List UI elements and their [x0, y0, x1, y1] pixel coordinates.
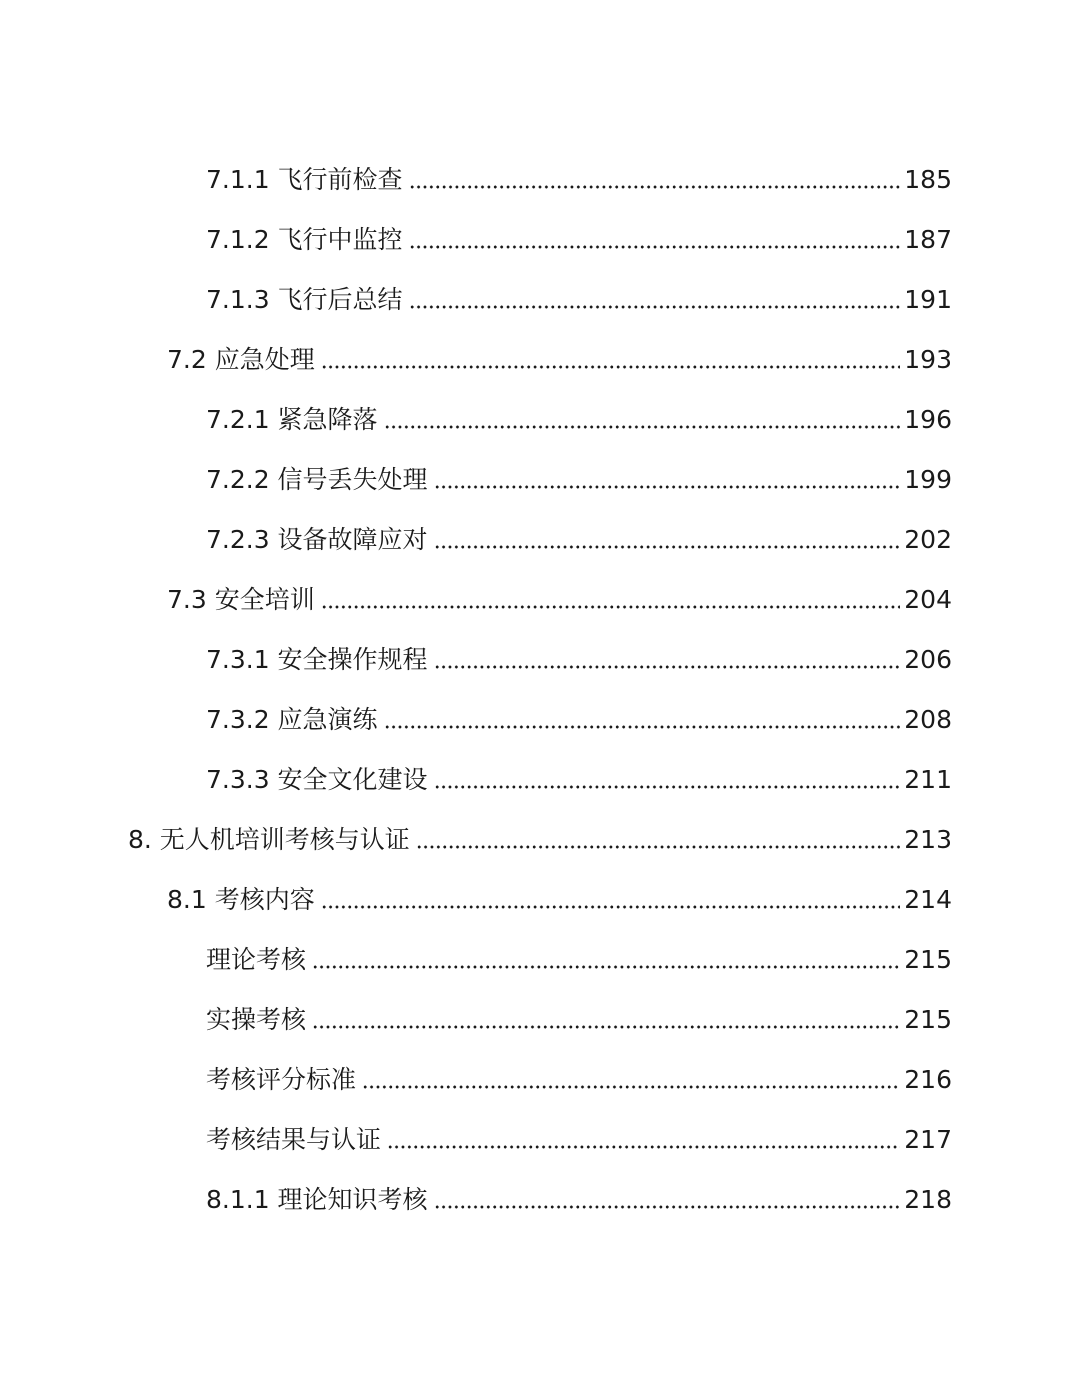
toc-entry[interactable] — [0, 150, 1080, 210]
dot-leader — [409, 245, 901, 249]
toc-entry-page: 193 — [904, 345, 952, 374]
toc-entry-title: 考核评分标准 — [206, 1065, 357, 1094]
dot-leader — [434, 665, 901, 669]
dot-leader — [387, 1145, 900, 1149]
toc-entry-title: 8.1.1 理论知识考核 — [206, 1185, 428, 1214]
toc-entry-title: 7.1.1 飞行前检查 — [206, 165, 403, 194]
toc-entry[interactable] — [0, 990, 1080, 1050]
dot-leader — [362, 1085, 900, 1089]
toc-entry[interactable] — [0, 870, 1080, 930]
toc-entry[interactable] — [0, 1110, 1080, 1170]
toc-entry-page: 211 — [904, 765, 952, 794]
dot-leader — [434, 1205, 901, 1209]
toc-entry-page: 214 — [904, 885, 952, 914]
toc-entry[interactable] — [0, 750, 1080, 810]
dot-leader — [384, 425, 901, 429]
table-of-contents — [0, 150, 1080, 1230]
toc-entry-title: 7.2 应急处理 — [167, 345, 315, 374]
toc-entry-page: 216 — [904, 1065, 952, 1094]
dot-leader — [321, 365, 901, 369]
toc-entry-page: 213 — [904, 825, 952, 854]
toc-entry[interactable] — [0, 810, 1080, 870]
dot-leader — [434, 545, 901, 549]
toc-entry[interactable] — [0, 690, 1080, 750]
toc-entry-title: 7.2.1 紧急降落 — [206, 405, 378, 434]
toc-entry-page: 217 — [904, 1125, 952, 1154]
toc-entry-title: 8.1 考核内容 — [167, 885, 315, 914]
dot-leader — [409, 185, 901, 189]
toc-entry-title: 7.1.3 飞行后总结 — [206, 285, 403, 314]
toc-entry-page: 199 — [904, 465, 952, 494]
dot-leader — [416, 845, 900, 849]
toc-entry-title: 7.3.2 应急演练 — [206, 705, 378, 734]
dot-leader — [434, 485, 901, 489]
toc-entry[interactable] — [0, 1050, 1080, 1110]
toc-entry-page: 185 — [904, 165, 952, 194]
dot-leader — [321, 605, 901, 609]
dot-leader — [434, 785, 901, 789]
toc-entry-title: 考核结果与认证 — [206, 1125, 382, 1154]
toc-entry-page: 196 — [904, 405, 952, 434]
toc-entry-title: 7.2.2 信号丢失处理 — [206, 465, 428, 494]
toc-entry-page: 208 — [904, 705, 952, 734]
toc-entry-page: 204 — [904, 585, 952, 614]
toc-entry-title: 8. 无人机培训考核与认证 — [128, 825, 410, 854]
toc-entry-page: 215 — [904, 945, 952, 974]
toc-entry-page: 191 — [904, 285, 952, 314]
toc-entry-title: 7.1.2 飞行中监控 — [206, 225, 403, 254]
toc-entry-page: 202 — [904, 525, 952, 554]
toc-entry-title: 实操考核 — [206, 1005, 307, 1034]
toc-entry-page: 206 — [904, 645, 952, 674]
toc-entry[interactable] — [0, 630, 1080, 690]
toc-entry[interactable] — [0, 1170, 1080, 1230]
toc-entry-title: 7.3.1 安全操作规程 — [206, 645, 428, 674]
toc-entry[interactable] — [0, 930, 1080, 990]
toc-entry[interactable] — [0, 450, 1080, 510]
dot-leader — [409, 305, 901, 309]
toc-entry[interactable] — [0, 330, 1080, 390]
dot-leader — [384, 725, 901, 729]
toc-entry[interactable] — [0, 270, 1080, 330]
toc-entry[interactable] — [0, 510, 1080, 570]
toc-entry[interactable] — [0, 390, 1080, 450]
toc-entry-title: 7.3.3 安全文化建设 — [206, 765, 428, 794]
toc-entry-title: 7.2.3 设备故障应对 — [206, 525, 428, 554]
dot-leader — [312, 1025, 900, 1029]
toc-entry-page: 215 — [904, 1005, 952, 1034]
dot-leader — [312, 965, 900, 969]
toc-entry-page: 218 — [904, 1185, 952, 1214]
dot-leader — [321, 905, 901, 909]
toc-entry-title: 7.3 安全培训 — [167, 585, 315, 614]
toc-entry-page: 187 — [904, 225, 952, 254]
toc-entry[interactable] — [0, 570, 1080, 630]
toc-entry[interactable] — [0, 210, 1080, 270]
toc-entry-title: 理论考核 — [206, 945, 307, 974]
